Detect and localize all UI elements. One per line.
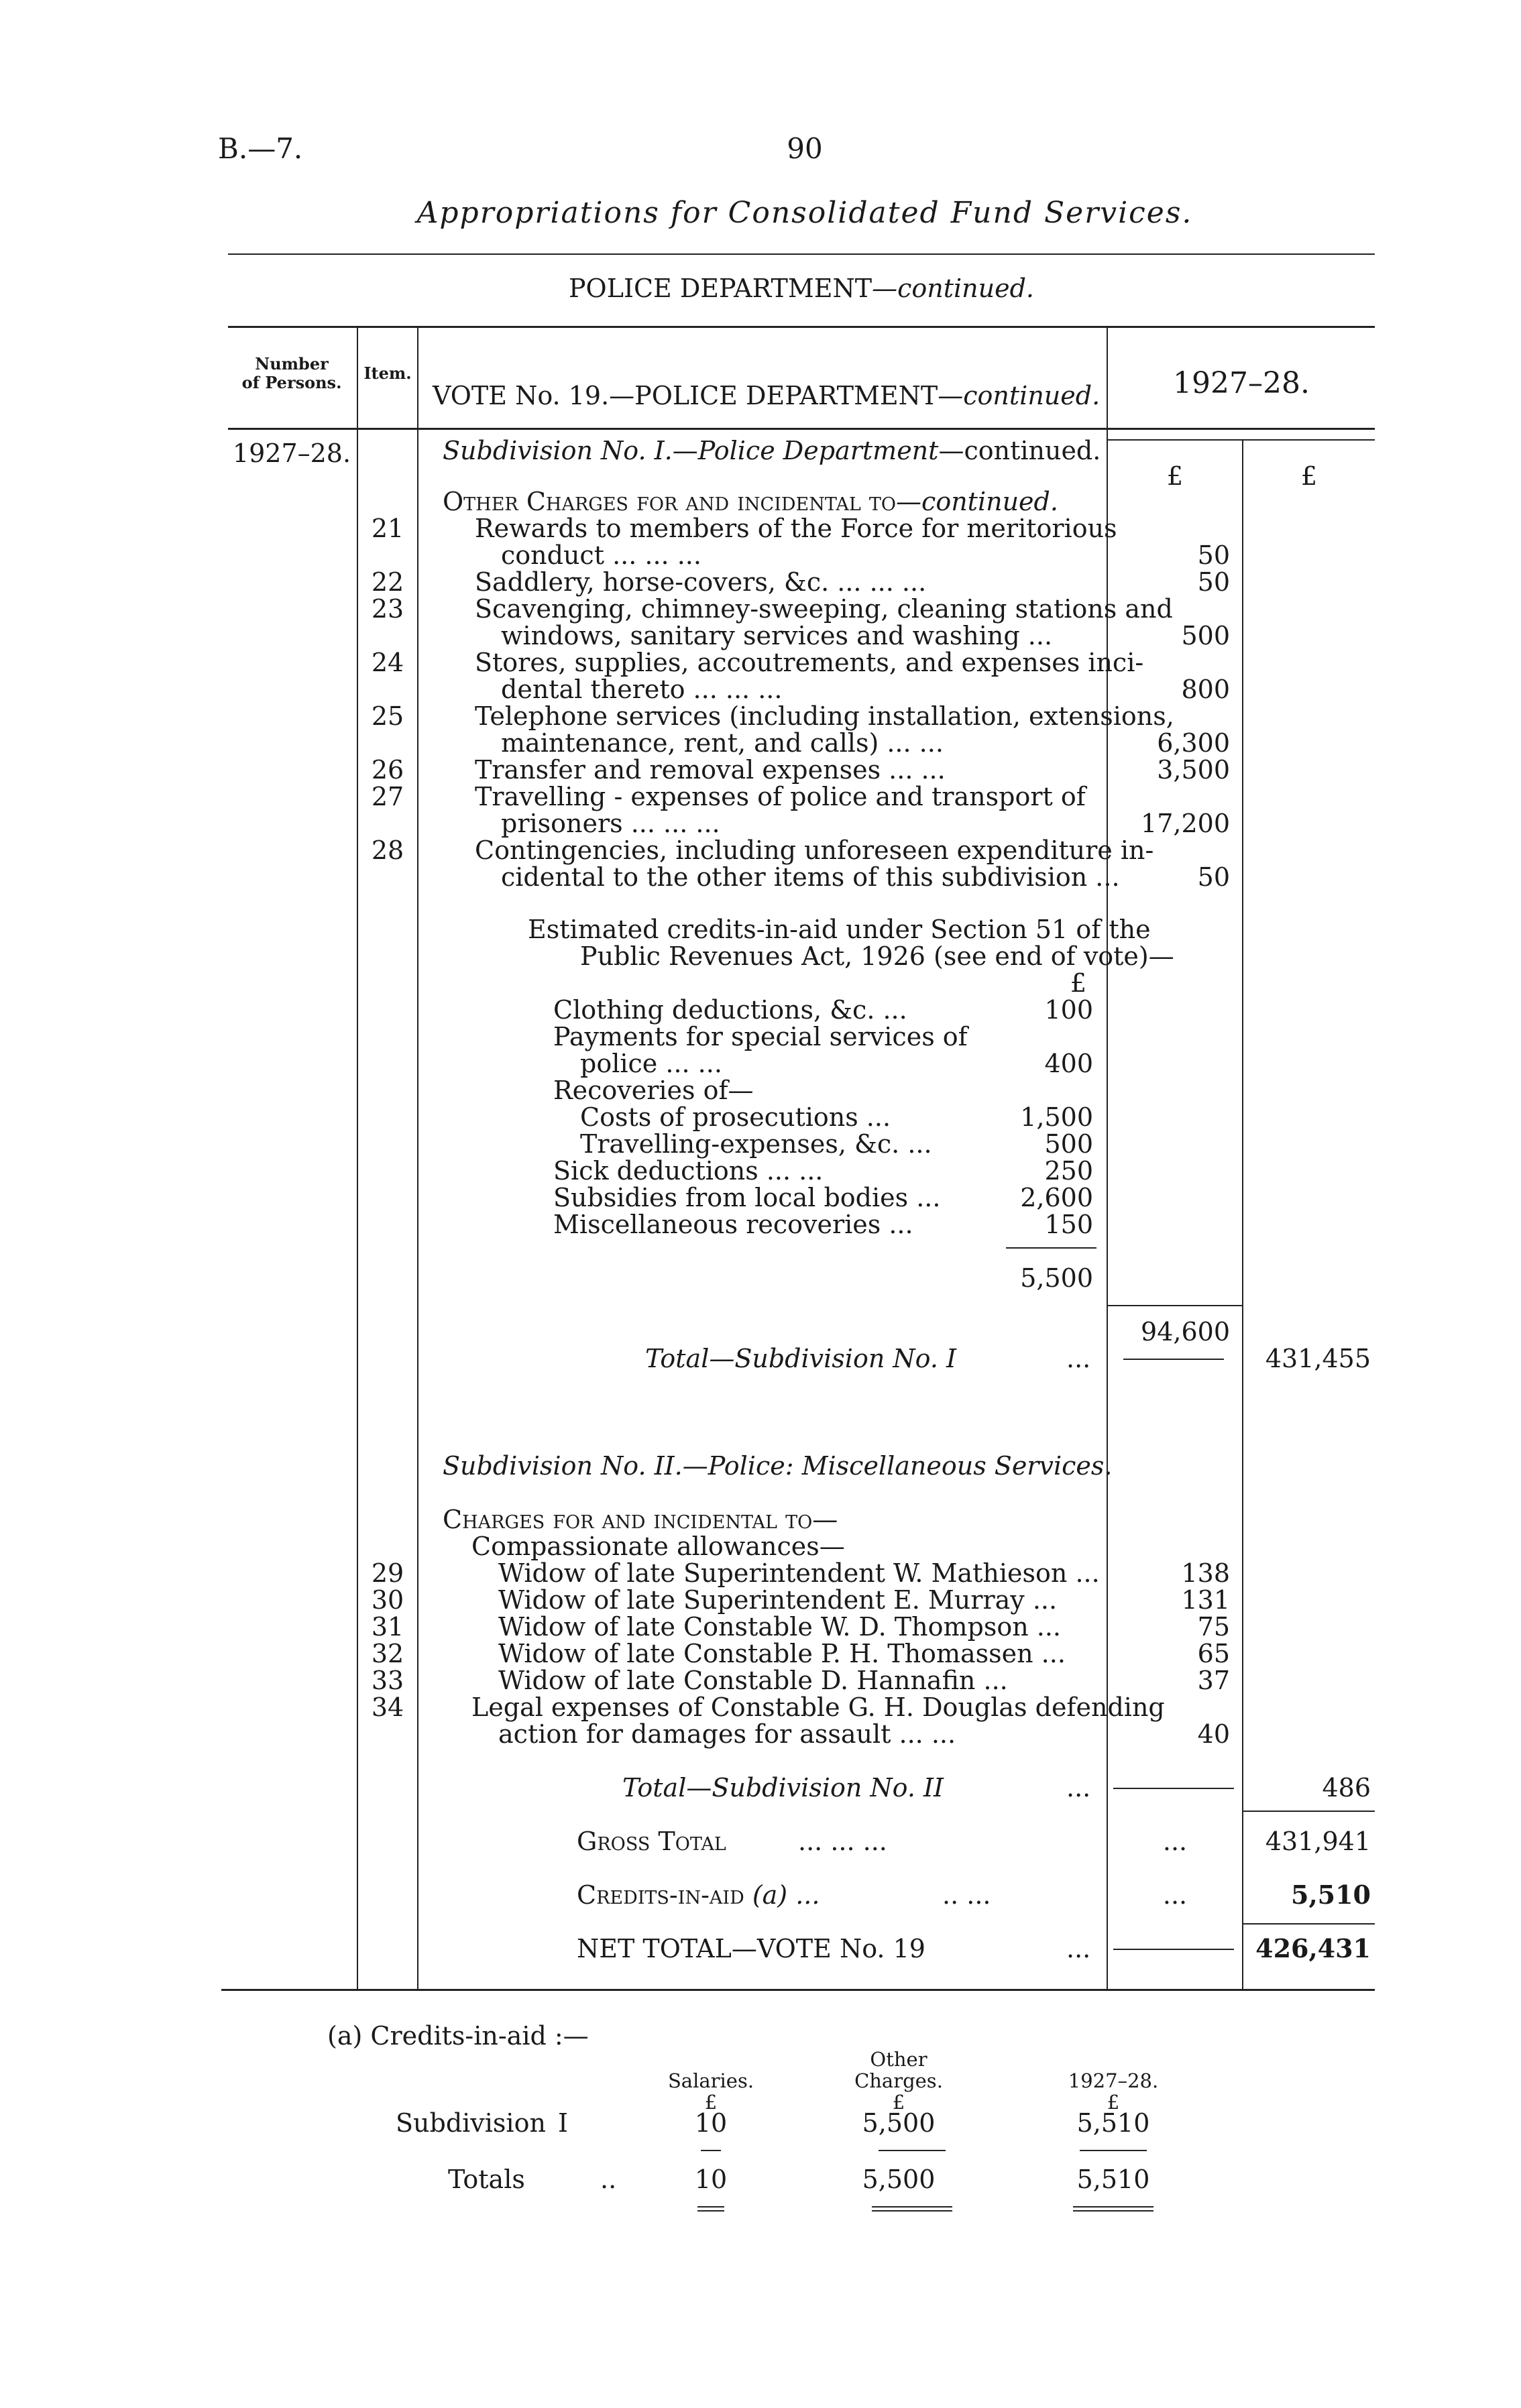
credits-total: 5,500 bbox=[1020, 1263, 1093, 1293]
other-charges-heading: Other Charges for and incidental to—continued. bbox=[443, 487, 1058, 516]
credit-amount: 250 bbox=[1044, 1156, 1093, 1186]
item-column-divider bbox=[417, 326, 418, 1989]
leader-dots: ... bbox=[1162, 1880, 1188, 1910]
item-line: windows, sanitary services and washing ... bbox=[501, 621, 1053, 650]
credit-amount: 1,500 bbox=[1020, 1102, 1093, 1132]
item-line: Contingencies, including unforeseen expenditure in- bbox=[475, 836, 1154, 865]
footnote-row-year: 5,510 bbox=[1076, 2108, 1150, 2138]
item-line: Scavenging, chimney-sweeping, cleaning stations and bbox=[475, 594, 1173, 624]
item-number: 28 bbox=[371, 836, 404, 865]
net-total-label: NET TOTAL—VOTE No. 19 bbox=[577, 1934, 925, 1963]
pound-sign-items: £ bbox=[1166, 461, 1184, 491]
footnote-totals-year: 5,510 bbox=[1076, 2165, 1150, 2194]
dash-rule bbox=[1113, 1788, 1234, 1789]
item-amount: 50 bbox=[1197, 862, 1230, 892]
item-amount: 17,200 bbox=[1141, 809, 1230, 838]
leader-dots: ... bbox=[1066, 1773, 1091, 1802]
footnote-sum-rule bbox=[701, 2150, 721, 2151]
credits-in-aid-label: Credits-in-aid (a) ... bbox=[577, 1880, 820, 1910]
footnote-totals-other: 5,500 bbox=[862, 2165, 936, 2194]
credit-amount: 500 bbox=[1044, 1129, 1093, 1159]
credit-amount: 150 bbox=[1044, 1210, 1093, 1239]
credit-label: Costs of prosecutions ... bbox=[580, 1102, 891, 1132]
item-line: Widow of late Constable P. H. Thomassen ... bbox=[498, 1639, 1066, 1668]
item-line: Widow of late Constable D. Hannafin ... bbox=[498, 1666, 1008, 1695]
credit-label: Payments for special services of bbox=[553, 1022, 968, 1051]
pound-sign: £ bbox=[892, 2091, 905, 2114]
item-amount: 75 bbox=[1197, 1612, 1230, 1642]
item-heading: Item. bbox=[363, 363, 412, 383]
pound-sign: £ bbox=[1107, 2091, 1120, 2114]
footnote-row-other: 5,500 bbox=[862, 2108, 936, 2138]
footnote-col-other-line2: Charges. bbox=[854, 2069, 943, 2092]
item-number: 32 bbox=[371, 1639, 404, 1668]
header-rule bbox=[228, 253, 1375, 255]
footnote-double-rule bbox=[1073, 2206, 1153, 2208]
table-top-rule bbox=[228, 326, 1375, 328]
subdivision-1-vote-total: 431,455 bbox=[1265, 1344, 1371, 1373]
footnote-double-rule bbox=[697, 2206, 724, 2208]
item-line: Travelling - expenses of police and transport of bbox=[475, 782, 1086, 811]
item-line: Widow of late Superintendent W. Mathieson ... bbox=[498, 1558, 1100, 1588]
item-line: maintenance, rent, and calls) ... ... bbox=[501, 728, 944, 758]
year-heading: 1927–28. bbox=[1173, 366, 1310, 400]
item-number: 27 bbox=[371, 782, 404, 811]
item-amount: 37 bbox=[1197, 1666, 1230, 1695]
credit-amount: 400 bbox=[1044, 1049, 1093, 1078]
item-line: Stores, supplies, accoutrements, and expenses inci- bbox=[475, 648, 1144, 677]
footnote-title: (a) Credits-in-aid :— bbox=[327, 2021, 589, 2051]
credits-intro-line1: Estimated credits-in-aid under Section 51 of the bbox=[528, 915, 1151, 944]
gross-sum-rule bbox=[1243, 1811, 1375, 1812]
credit-label: Recoveries of— bbox=[553, 1076, 754, 1105]
item-number: 24 bbox=[371, 648, 404, 677]
item-line: cidental to the other items of this subdivision ... bbox=[501, 862, 1120, 892]
leader-dots: .. bbox=[600, 2165, 617, 2194]
credit-label: Clothing deductions, &c. ... bbox=[553, 995, 907, 1025]
footnote-double-rule bbox=[872, 2210, 952, 2212]
item-line: conduct ... ... ... bbox=[501, 540, 701, 570]
table-bottom-rule bbox=[221, 1989, 1375, 1991]
footnote-double-rule bbox=[697, 2210, 724, 2212]
item-amount: 138 bbox=[1181, 1558, 1230, 1588]
leader-dots: ... bbox=[1162, 1827, 1188, 1856]
item-number: 22 bbox=[371, 567, 404, 597]
pound-sign: £ bbox=[704, 2091, 718, 2114]
persons-heading-line1: Number bbox=[255, 354, 329, 374]
subdivision-1-heading: Subdivision No. I.—Police Department—continued. bbox=[443, 436, 1101, 465]
item-line: dental thereto ... ... ... bbox=[501, 675, 783, 704]
item-amount: 50 bbox=[1197, 567, 1230, 597]
item-line: Telephone services (including installation, extensions, bbox=[475, 701, 1174, 731]
subdivision-2-vote-total: 486 bbox=[1322, 1773, 1371, 1802]
gross-total-label: Gross Total bbox=[577, 1827, 726, 1856]
amount-column-divider bbox=[1242, 439, 1243, 1989]
item-line: Transfer and removal expenses ... ... bbox=[475, 755, 946, 785]
item-number: 23 bbox=[371, 594, 404, 624]
footnote-double-rule bbox=[1073, 2210, 1153, 2212]
document-reference: B.—7. bbox=[218, 132, 303, 165]
footnote-row-number: I bbox=[558, 2108, 569, 2138]
item-amount: 50 bbox=[1197, 540, 1230, 570]
credit-amount: 2,600 bbox=[1020, 1183, 1093, 1212]
page-title: Appropriations for Consolidated Fund Services. bbox=[416, 196, 1193, 230]
credit-label: Subsidies from local bodies ... bbox=[553, 1183, 941, 1212]
persons-heading-line2: of Persons. bbox=[241, 373, 342, 392]
credit-label: Sick deductions ... ... bbox=[553, 1156, 824, 1186]
footnote-row-label: Subdivision bbox=[396, 2108, 546, 2138]
credit-label: Travelling-expenses, &c. ... bbox=[580, 1129, 932, 1159]
vote-heading: VOTE No. 19.—POLICE DEPARTMENT—continued. bbox=[433, 381, 1101, 410]
credits-sum-rule bbox=[1006, 1247, 1096, 1249]
footnote-double-rule bbox=[872, 2206, 952, 2208]
footnote-totals-label: Totals bbox=[448, 2165, 525, 2194]
gross-total-value: 431,941 bbox=[1265, 1827, 1371, 1856]
item-number: 34 bbox=[371, 1693, 404, 1722]
item-amount: 3,500 bbox=[1157, 755, 1230, 785]
footnote-col-other-line1: Other bbox=[870, 2048, 927, 2071]
footnote-col-salaries: Salaries. bbox=[667, 2069, 754, 2092]
dash-rule bbox=[1123, 1359, 1224, 1360]
item-number: 30 bbox=[371, 1585, 404, 1615]
item-line: Saddlery, horse-covers, &c. ... ... ... bbox=[475, 567, 927, 597]
item-number: 26 bbox=[371, 755, 404, 785]
subdivision-1-sum-rule bbox=[1108, 1305, 1242, 1306]
leader-dots: .. ... bbox=[942, 1880, 991, 1910]
credits-in-aid-value: 5,510 bbox=[1291, 1880, 1371, 1910]
item-line: Rewards to members of the Force for meritorious bbox=[475, 514, 1117, 543]
item-number: 29 bbox=[371, 1558, 404, 1588]
item-number: 21 bbox=[371, 514, 404, 543]
footnote-sum-rule bbox=[879, 2150, 946, 2151]
leader-dots: ... bbox=[1066, 1344, 1091, 1373]
item-number: 33 bbox=[371, 1666, 404, 1695]
item-amount: 40 bbox=[1197, 1719, 1230, 1749]
amount-head-rule bbox=[1108, 439, 1375, 441]
item-amount: 500 bbox=[1181, 621, 1230, 650]
credit-label: Miscellaneous recoveries ... bbox=[553, 1210, 913, 1239]
credits-intro-line2: Public Revenues Act, 1926 (see end of vote)— bbox=[580, 941, 1174, 971]
item-amount: 6,300 bbox=[1157, 728, 1230, 758]
item-line: Legal expenses of Constable G. H. Douglas defending bbox=[471, 1693, 1165, 1722]
credit-amount: 100 bbox=[1044, 995, 1093, 1025]
compassionate-heading: Compassionate allowances— bbox=[471, 1532, 845, 1561]
item-line: Widow of late Constable W. D. Thompson ... bbox=[498, 1612, 1061, 1642]
credit-label: police ... ... bbox=[580, 1049, 722, 1078]
department-heading: POLICE DEPARTMENT—continued. bbox=[568, 274, 1035, 303]
pound-sign-totals: £ bbox=[1300, 461, 1318, 491]
persons-year: 1927–28. bbox=[232, 439, 351, 468]
table-head-rule bbox=[228, 428, 1375, 430]
subdivision-1-items-total: 94,600 bbox=[1141, 1317, 1230, 1346]
item-amount: 131 bbox=[1181, 1585, 1230, 1615]
item-number: 25 bbox=[371, 701, 404, 731]
footnote-sum-rule bbox=[1080, 2150, 1147, 2151]
item-amount: 65 bbox=[1197, 1639, 1230, 1668]
footnote-col-year: 1927–28. bbox=[1068, 2069, 1159, 2092]
dash-rule bbox=[1113, 1949, 1234, 1950]
item-line: Widow of late Superintendent E. Murray ... bbox=[498, 1585, 1058, 1615]
leader-dots: ... bbox=[1066, 1934, 1091, 1963]
item-amount: 800 bbox=[1181, 675, 1230, 704]
charges-heading: Charges for and incidental to— bbox=[443, 1505, 838, 1534]
credits-pound-sign: £ bbox=[1070, 968, 1086, 998]
net-total-value: 426,431 bbox=[1255, 1933, 1371, 1963]
footnote-totals-salaries: 10 bbox=[694, 2165, 728, 2194]
item-number: 31 bbox=[371, 1612, 404, 1642]
page-number: 90 bbox=[787, 132, 823, 165]
item-line: action for damages for assault ... ... bbox=[498, 1719, 956, 1749]
subdivision-2-total-label: Total—Subdivision No. II bbox=[622, 1773, 944, 1802]
net-sum-rule bbox=[1243, 1923, 1375, 1925]
subdivision-2-heading: Subdivision No. II.—Police: Miscellaneous Services. bbox=[443, 1451, 1113, 1481]
leader-dots: ... ... ... bbox=[798, 1827, 887, 1856]
footnote-row-salaries: 10 bbox=[694, 2108, 728, 2138]
subdivision-1-total-label: Total—Subdivision No. I bbox=[645, 1344, 956, 1373]
item-line: prisoners ... ... ... bbox=[501, 809, 720, 838]
